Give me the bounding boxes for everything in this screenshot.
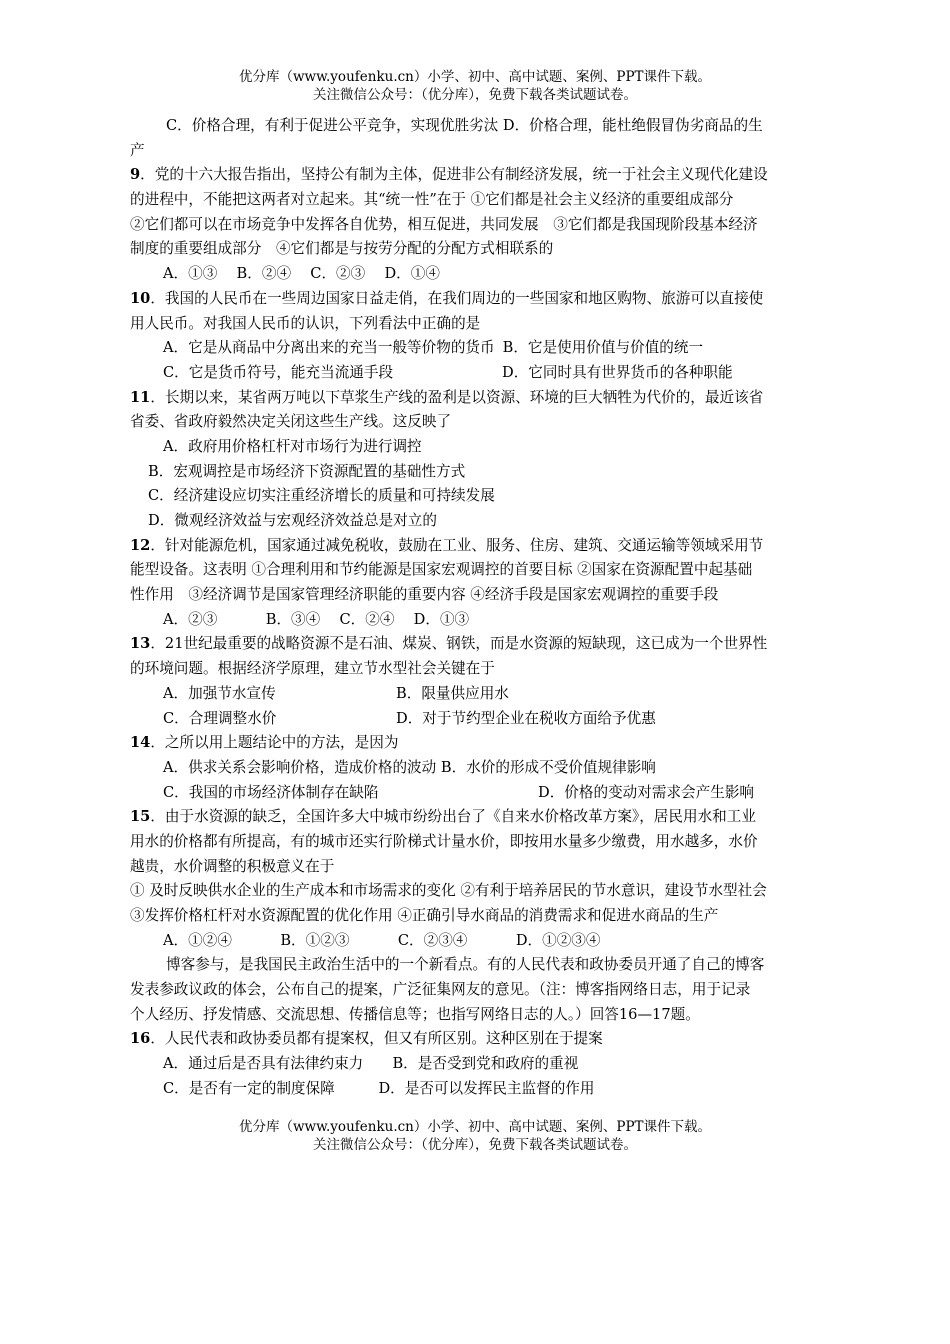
option-d: D．微观经济效益与宏观经济效益总是对立的 bbox=[148, 512, 437, 529]
q8-option-line: C．价格合理，有利于促进公平竞争，实现优胜劣汰 D．价格合理，能杜绝假冒伪劣商品的生 bbox=[166, 117, 763, 134]
question-14 bbox=[130, 731, 860, 805]
question-15 bbox=[130, 805, 860, 953]
option-c: C．经济建设应切实注重经济增长的质量和可持续发展 bbox=[148, 487, 495, 505]
header-line-1: 优分库（www.youfenku.cn）小学、初中、高中试题、案例、PPT课件下载。 bbox=[238, 69, 712, 85]
question-text: 省委、省政府毅然决定关闭这些生产线。这反映了 bbox=[130, 413, 452, 431]
question-text: ．针对能源危机，国家通过减免税收，鼓励在工业、服务、住房、建筑、交通运输等领域采用节 bbox=[150, 536, 764, 554]
option-d: D．价格的变动对需求会产生影响 bbox=[538, 783, 755, 801]
question-text: 的进程中，不能把这两者对立起来。其“统一性”在于 ①它们都是社会主义经济的重要组成部分 bbox=[130, 191, 734, 209]
option-c: C．我国的市场经济体制存在缺陷 bbox=[163, 783, 379, 801]
question-number: 14 bbox=[130, 734, 151, 752]
question-text: ① 及时反映供水企业的生产成本和市场需求的变化 ②有利于培养居民的节水意识，建设节水型社会 bbox=[130, 882, 767, 900]
question-text: ．党的十六大报告指出，坚持公有制为主体，促进非公有制经济发展，统一于社会主义现代化建设 bbox=[140, 166, 768, 184]
question-text: ②它们都可以在市场竞争中发挥各自优势，相互促进，共同发展 ③它们都是我国现阶段基本经济 bbox=[130, 215, 758, 233]
passage-text: 发表参政议政的体会，公布自己的提案，广泛征集网友的意见。（注：博客指网络日志，用于记录 bbox=[130, 981, 751, 999]
question-number: 11 bbox=[130, 388, 151, 406]
document-body bbox=[130, 114, 860, 1102]
option-c-d: C．是否有一定的制度保障 D．是否可以发挥民主监督的作用 bbox=[163, 1079, 595, 1097]
answer-options: A．①③ B．②④ C．②③ D．①④ bbox=[163, 265, 440, 283]
option-b: B．限量供应用水 bbox=[396, 684, 509, 702]
question-number: 15 bbox=[130, 808, 151, 826]
option-d: D．它同时具有世界货币的各种职能 bbox=[502, 363, 733, 381]
question-number: 13 bbox=[130, 635, 151, 653]
question-text: 的环境问题。根据经济学原理，建立节水型社会关键在于 bbox=[130, 660, 495, 678]
page-header bbox=[0, 68, 950, 104]
footer-line-1: 优分库（www.youfenku.cn）小学、初中、高中试题、案例、PPT课件下载。 bbox=[238, 1119, 712, 1135]
question-9 bbox=[130, 163, 860, 286]
question-number: 10 bbox=[130, 289, 151, 307]
header-line-2: 关注微信公众号：（优分库），免费下载各类试题试卷。 bbox=[313, 87, 637, 103]
question-text: 制度的重要组成部分 ④它们都是与按劳分配的分配方式相联系的 bbox=[130, 240, 554, 258]
question-text: 越贵，水价调整的积极意义在于 bbox=[130, 857, 335, 875]
option-b: B．它是使用价值与价值的统一 bbox=[502, 339, 704, 357]
question-12 bbox=[130, 534, 860, 633]
question-text: ．我国的人民币在一些周边国家日益走俏，在我们周边的一些国家和地区购物、旅游可以直接使 bbox=[150, 289, 764, 307]
question-text: ．由于水资源的缺乏，全国许多大中城市纷纷出台了《自来水价格改革方案》，居民用水和工业 bbox=[150, 808, 756, 826]
question-text: ．之所以用上题结论中的方法，是因为 bbox=[150, 734, 399, 752]
option-a-b: A．通过后是否具有法律约束力 B．是否受到党和政府的重视 bbox=[163, 1055, 579, 1073]
question-11 bbox=[130, 386, 860, 534]
question-10 bbox=[130, 287, 860, 386]
question-16 bbox=[130, 1027, 860, 1101]
option-a: A．政府用价格杠杆对市场行为进行调控 bbox=[163, 437, 422, 455]
footer-line-2: 关注微信公众号：（优分库），免费下载各类试题试卷。 bbox=[313, 1137, 637, 1153]
option-a: A．加强节水宣传 bbox=[163, 684, 276, 702]
question-text: 用人民币。对我国人民币的认识，下列看法中正确的是 bbox=[130, 314, 481, 332]
option-a-b: A．供求关系会影响价格，造成价格的波动 B．水价的形成不受价值规律影响 bbox=[163, 758, 656, 776]
answer-options: A．②③ B．③④ C．②④ D．①③ bbox=[163, 610, 470, 628]
question-number: 16 bbox=[130, 1030, 151, 1048]
q8-option-line-wrap: 产 bbox=[130, 141, 145, 159]
question-text: ．人民代表和政协委员都有提案权，但又有所区别。这种区别在于提案 bbox=[150, 1030, 603, 1048]
option-c: C．合理调整水价 bbox=[163, 709, 277, 727]
page-footer bbox=[0, 1118, 950, 1154]
reading-passage bbox=[130, 953, 860, 1027]
question-text: ③发挥价格杠杆对水资源配置的优化作用 ④正确引导水商品的消费需求和促进水商品的生产 bbox=[130, 907, 719, 924]
question-text: ．21世纪最重要的战略资源不是石油、煤炭、钢铁，而是水资源的短缺现，这已成为一个世界性 bbox=[150, 635, 768, 653]
answer-options: A．①②④ B．①②③ C．②③④ D．①②③④ bbox=[163, 931, 601, 949]
option-a: A．它是从商品中分离出来的充当一般等价物的货币 bbox=[163, 339, 495, 357]
passage-text: 博客参与，是我国民主政治生活中的一个新看点。有的人民代表和政协委员开通了自己的博客 bbox=[166, 956, 765, 974]
question-text: 能型设备。这表明 ①合理利用和节约能源是国家宏观调控的首要目标 ②国家在资源配置中起基础 bbox=[130, 561, 753, 579]
option-c: C．它是货币符号，能充当流通手段 bbox=[163, 363, 394, 381]
option-d: D．对于节约型企业在税收方面给予优惠 bbox=[396, 709, 656, 727]
question-13 bbox=[130, 632, 860, 731]
question-text: 用水的价格都有所提高，有的城市还实行阶梯式计量水价，即按用水量多少缴费，用水越多，水价 bbox=[130, 832, 758, 850]
question-text: ．长期以来，某省两万吨以下草浆生产线的盈利是以资源、环境的巨大牺牲为代价的，最近该省 bbox=[150, 388, 764, 406]
option-b: B．宏观调控是市场经济下资源配置的基础性方式 bbox=[148, 462, 466, 480]
question-number: 9 bbox=[130, 166, 141, 184]
passage-text: 个人经历、抒发情感、交流思想、传播信息等；也指写网络日志的人。）回答16—17题。 bbox=[130, 1005, 700, 1023]
question-text: 性作用 ③经济调节是国家管理经济职能的重要内容 ④经济手段是国家宏观调控的重要手段 bbox=[130, 586, 719, 604]
question-number: 12 bbox=[130, 536, 151, 554]
